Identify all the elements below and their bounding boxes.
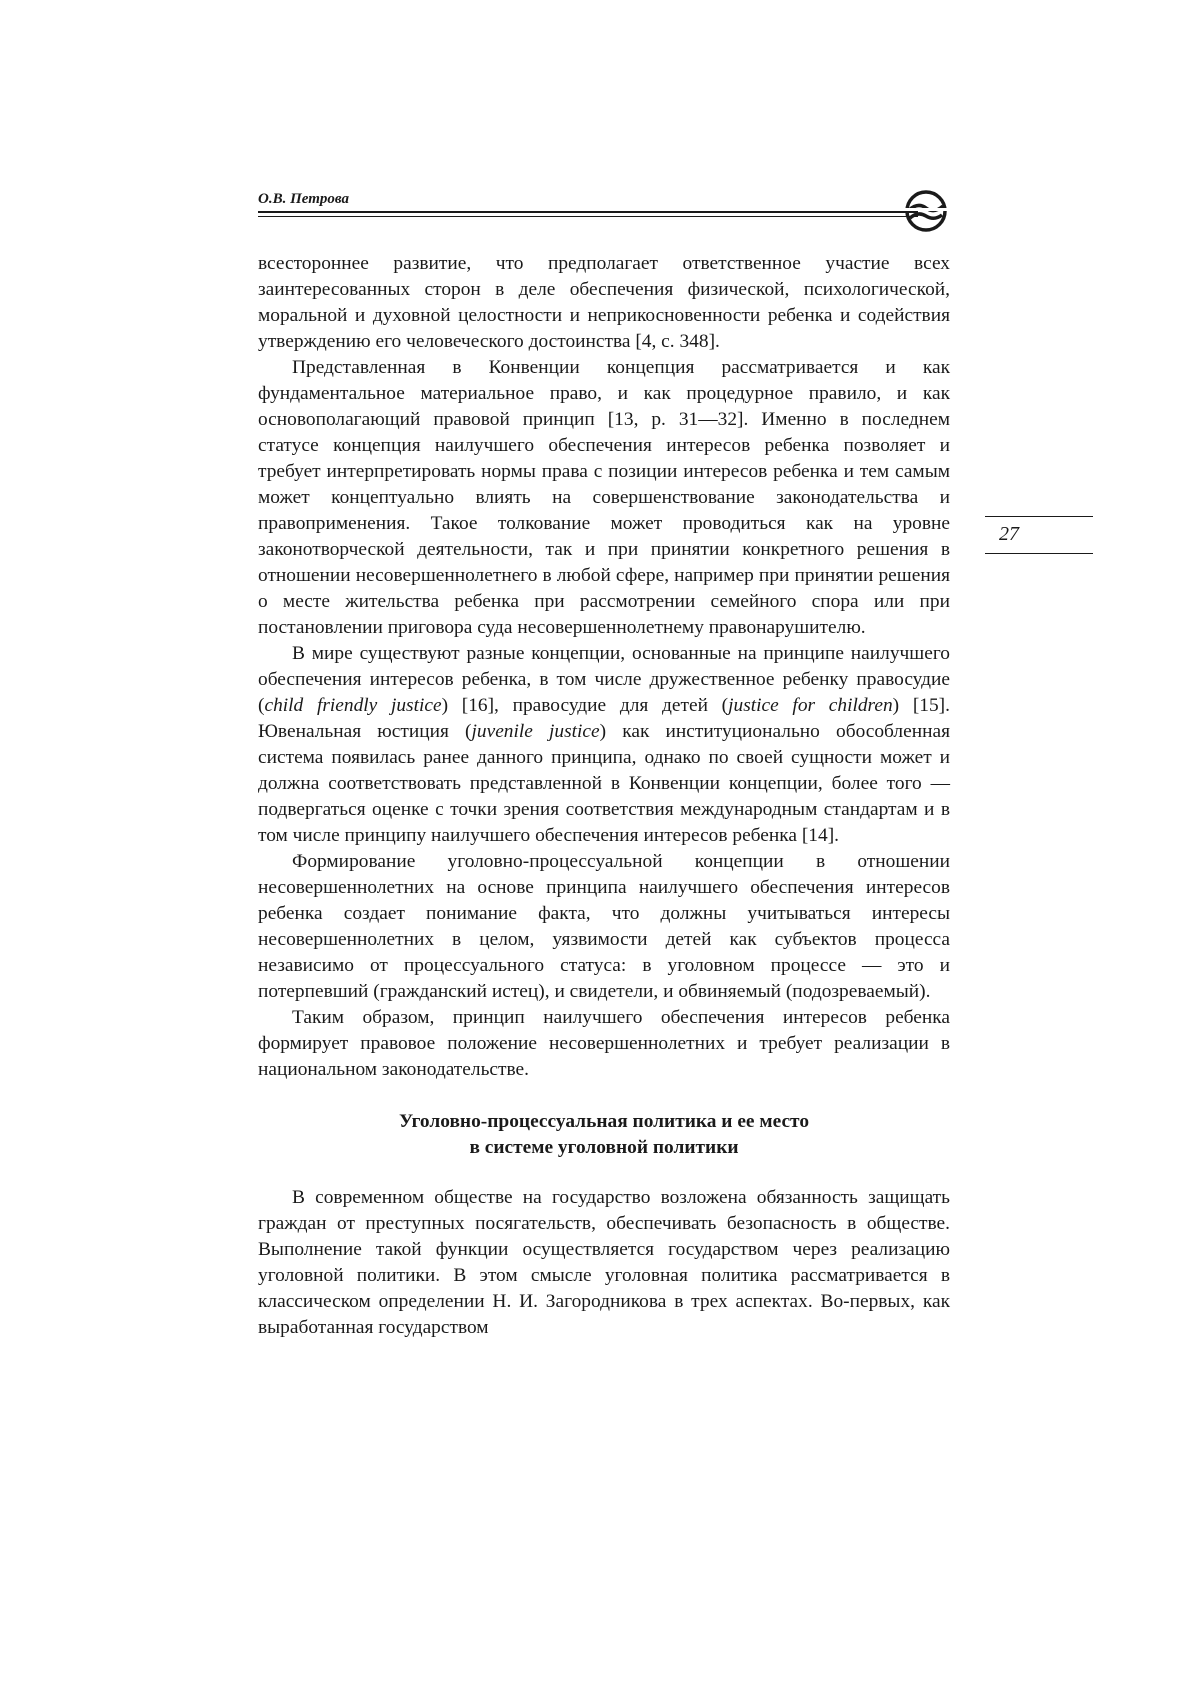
paragraph-3-text-4: ) как институционально обособленная система появилась ранее данного принципа, однако по своей сущности может и должна соответствовать представленной в Конвенции концепции, более того — подвергаться оценке с точки зрения соответствия международным стандартам и в том числе принципу наилучшего обеспечения интересов ребенка [14].: [258, 721, 950, 846]
paragraph-6: В современном обществе на государство возложена обязанность защищать граждан от преступных посягательств, обеспечивать безопасность в обществе. Выполнение такой функции осуществляется государством через реализацию уголовной политики. В этом смысле уголовная политика рассматривается в классическом определении Н. И. Загородникова в трех аспектах. Во-первых, как выработанная государством: [258, 1187, 950, 1338]
page-number-box: [985, 516, 1093, 554]
journal-logo-icon: [903, 188, 949, 234]
paragraph-3-text-3: ) [15]. Ювенальная юстиция (: [258, 695, 950, 742]
page-number: 27: [999, 523, 1019, 545]
section-heading-line-1: Уголовно-процессуальная политика и ее место: [398, 1111, 810, 1132]
header-rule-thin: [258, 216, 918, 217]
paragraph-3-text-2: ) [16], правосудие для детей (: [441, 695, 729, 716]
author-name: О.В. Петрова: [258, 191, 349, 207]
paragraph-2: Представленная в Конвенции концепция рассматривается и как фундаментальное материальное право, и как процедурное правило, и как основополагающий правовой принцип [13, p. 31—32]. Именно в последнем статусе концепция наилучшего обеспечения интересов ребенка позволяет и требует интерпретировать нормы права с позиции интересов ребенка и тем самым может концептуально влиять на совершенствование законодательства и правоприменения. Такое толкование может проводиться как на уровне законотворческой деятельности, так и при принятии конкретного решения в отношении несовершеннолетнего в любой сфере, например при принятии решения о месте жительства ребенка при рассмотрении семейного спора или при постановлении приговора суда несовершеннолетнему правонарушителю.: [258, 357, 950, 638]
paragraph-3-text-1: В мире существуют разные концепции, основанные на принципе наилучшего обеспечения интересов ребенка, в том числе дружественное ребенку правосудие (: [258, 643, 950, 716]
running-header: [258, 190, 950, 208]
term-child-friendly-justice: child friendly justice: [264, 695, 442, 716]
paragraph-5: Таким образом, принцип наилучшего обеспечения интересов ребенка формирует правовое положение несовершеннолетних и требует реализации в национальном законодательстве.: [258, 1007, 950, 1080]
paragraph-4: Формирование уголовно-процессуальной концепции в отношении несовершеннолетних на основе принципа наилучшего обеспечения интересов ребенка создает понимание факта, что должны учитываться интересы несовершеннолетних в целом, уязвимости детей как субъектов процесса независимо от процессуального статуса: в уголовном процессе — это и потерпевший (гражданский истец), и свидетели, и обвиняемый (подозреваемый).: [258, 851, 950, 1002]
section-heading: [258, 1109, 950, 1161]
header-rule-thick: [258, 211, 918, 213]
article-body: [258, 251, 950, 1341]
section-heading-line-2: в системе уголовной политики: [469, 1137, 739, 1158]
term-juvenile-justice: juvenile justice: [471, 721, 600, 742]
paragraph-1: всестороннее развитие, что предполагает ответственное участие всех заинтересованных сторон в деле обеспечения физической, психологической, моральной и духовной целостности и неприкосновенности ребенка и содействия утверждению его человеческого достоинства [4, с. 348].: [258, 253, 950, 352]
term-justice-for-children: justice for children: [728, 695, 893, 716]
paragraph-3: [258, 641, 950, 849]
